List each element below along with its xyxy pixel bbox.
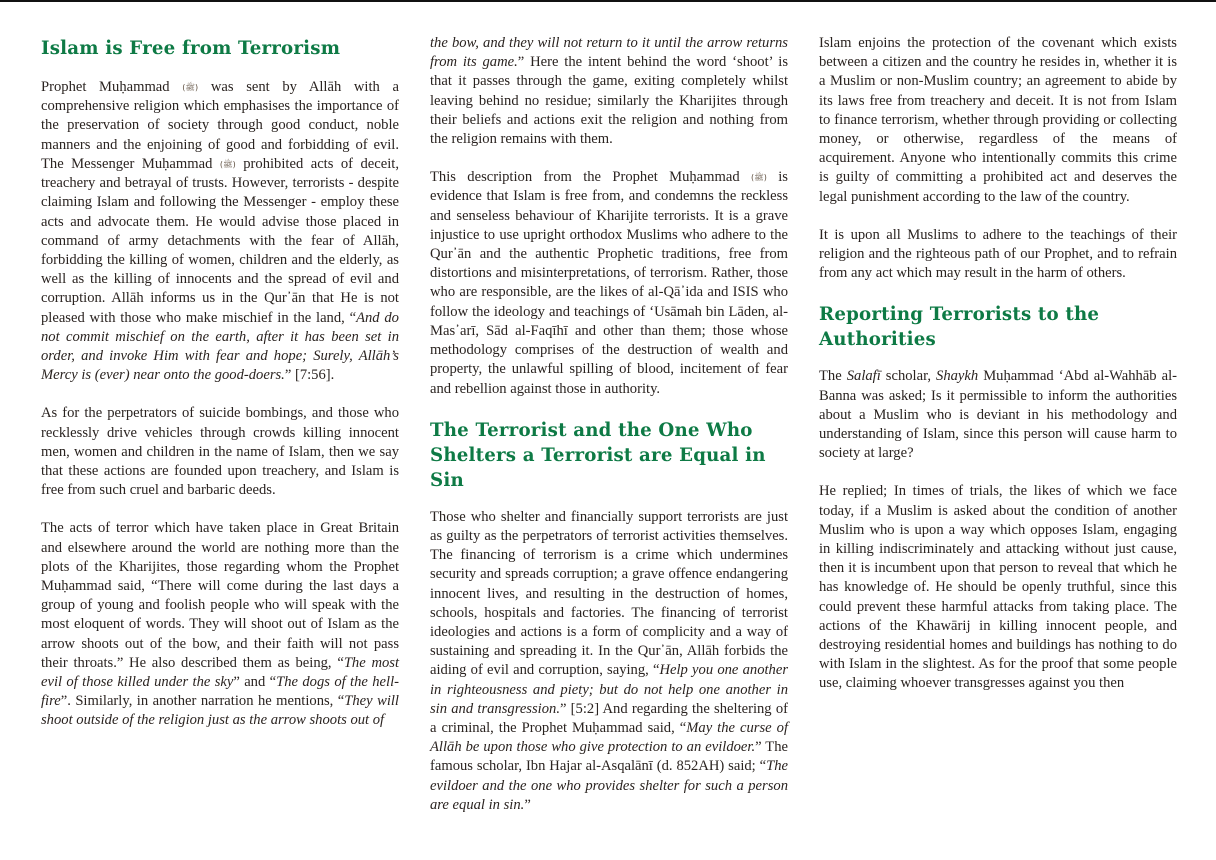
column-1 [41, 34, 399, 750]
paragraph: The acts of terror which have taken place in Great Britain and elsewhere around the world are nothing more than the plots of the Kharijites, those regarding whom the Prophet Muḥammad said, “There will come during the last days a group of young and foolish people who will speak with the most eloquent of words. They will shoot out of Islam as the arrow shoots out of the bow, and their faith will not pass their throats.” He also described them as being, “The most evil of those killed under the sky” and “The dogs of the hell-fire”. Similarly, in another narration he mentions, “They will shoot outside of the religion just as the arrow shoots out of [41, 520, 400, 729]
scholar-quote: The evildoer and the one who provides shelter for such a person are equal in sin. [430, 758, 788, 813]
paragraph: This description from the Prophet Muḥammad (ﷺ) is evidence that Islam is free from, and condemns the reckless and senseless behaviour of Kharijite terrorists. It is a grave injustice to use upright orthodox Muslims who adhere to the Qur᾽ān and the authentic Prophetic traditions, free from distortions and misinterpretations, of terrorism. Rather, those who are responsible, are the likes of al-Qā᾽ida and ISIS who follow the ideology and teachings of ‘Usāmah bin Lāden, al-Mas᾽arī, Sād al-Faqīhī and other than them; those whose methodology comprises of the destruction of wealth and property, the unlawful spilling of blood, incitement of fear and rebellion against those in authority. [430, 169, 788, 397]
column-2 [430, 34, 788, 834]
hadith-quote: The most evil of those killed under the sky [41, 654, 400, 690]
paragraph: The Salafī scholar, Shaykh Muḥammad ‘Abd al-Wahhāb al-Banna was asked; Is it permissible to inform the authorities about a Muslim who is deviant in his methodology and understanding of Islam, since this person will cause harm to society at large? [819, 368, 1177, 462]
hadith-quote: the bow, and they will not return to it until the arrow returns from its game. [430, 35, 788, 71]
column-3 [819, 34, 1177, 713]
salawat-honorific-icon: (ﷺ) [750, 173, 767, 183]
heading-reporting-terrorists: Reporting Terrorists to the Authorities [819, 304, 1100, 351]
paragraph: the bow, and they will not return to it until the arrow returns from its game.” Here the intent behind the word ‘shoot’ is that it passes through the game, exiting completely whilst leaving behind no residue; similarly the Kharijites through their beliefs and actions exit the religion and nothing from the religion remains with them. [430, 35, 788, 148]
hadith-quote: The dogs of the hell-fire [41, 673, 399, 710]
paragraph: Those who shelter and financially support terrorists are just as guilty as the perpetrators of terrorist activities themselves. The financing of terrorism is a crime which undermines security and spreads corruption; a grave offence endangering innocent lives, and resulting in the destruction of homes, schools, hospitals and factories. The financing of terrorist ideologies and actions is a form of complicity and a way of sustaining and spreading it. In the Qur᾽ān, Allāh forbids the aiding of evil and corruption, saying, “Help you one another in righteousness and piety; but do not help one another in sin and transgression.” [5:2] And regarding the sheltering of a criminal, the Prophet Muḥammad said, “May the curse of Allāh be upon those who give protection to an evildoer.” The famous scholar, Ibn Hajar al-Asqalānī (d. 852AH) said; “The evildoer and the one who provides shelter for such a person are equal in sin.” [430, 508, 789, 813]
hadith-quote: They will shoot outside of the religion just as the arrow shoots out of [41, 693, 399, 729]
paragraph: As for the perpetrators of suicide bombings, and those who recklessly drive vehicles through crowds killing innocent men, women and children in the name of Islam, then we say that these actions are founded upon treachery, and Islam is free from such cruel and barbaric deeds. [41, 405, 399, 499]
quran-quote: Help you one another in righteousness and piety; but do not help one another in sin and transgression. [430, 662, 789, 717]
salawat-honorific-icon: (ﷺ) [219, 159, 236, 169]
heading-islam-free-from-terrorism: Islam is Free from Terrorism [41, 38, 341, 59]
paragraph: Prophet Muḥammad (ﷺ) was sent by Allāh with a comprehensive religion which emphasises the importance of the preservation of society through good conduct, noble manners and the enjoining of good and forbidding of evil. The Messenger Muḥammad (ﷺ) prohibited acts of deceit, treachery and betrayal of trusts. However, terrorists - despite claiming Islam and following the Messenger - employ these acts and advocate them. He would advise those placed in command of army detachments with the fear of Allāh, forbidding the killing of women, children and the elderly, as well as the killing of innocents and the spread of evil and corruption. Allāh informs us in the Qur᾽ān that He is not pleased with those who make mischief in the land, “And do not commit mischief on the earth, after it has been set in order, and invoke Him with fear and hope; Surely, Allāh’s Mercy is (ever) near onto the good-doers.” [7:56]. [41, 79, 399, 384]
heading-terrorist-and-shelterer-equal: The Terrorist and the One Who Shelters a Terrorist are Equal in Sin [430, 419, 766, 491]
paragraph: It is upon all Muslims to adhere to the teachings of their religion and the righteous path of our Prophet, and to refrain from any act which may result in the harm of others. [819, 226, 1177, 282]
top-border-rule [0, 0, 1216, 2]
salawat-honorific-icon: (ﷺ) [182, 83, 199, 93]
paragraph: He replied; In times of trials, the likes of which we face today, if a Muslim is asked about the condition of another Muslim who is upon a way which opposes Islam, engaging in killing indiscriminately and attacking without just cause, then it is incumbent upon that person to reveal that which he has knowledge of. He should be openly truthful, since this could prevent these harmful attacks from taking place. The actions of the Khawārij in killing innocent people, and destroying residential homes and buildings has nothing to do with Islam in the slightest. As for the proof that some people use, claiming whoever transgresses against you then [819, 483, 1177, 692]
paragraph: Islam enjoins the protection of the covenant which exists between a citizen and the country he resides in, whether it is a Muslim or non-Muslim country; an agreement to abide by its laws free from treachery and deceit. It is not from Islam to finance terrorism, whether through providing or collecting money, or otherwise, regardless of the means of acquirement. Anyone who intentionally commits this crime is guilty of committing a prohibited act and deserves the legal punishment according to the law of the country. [819, 35, 1177, 205]
hadith-quote: May the curse of Allāh be upon those who give protection to an evildoer. [430, 719, 789, 756]
quran-quote: And do not commit mischief on the earth, after it has been set in order, and invoke Him with fear and hope; Surely, Allāh’s Mercy is (ever) near onto the good-doers. [41, 309, 399, 384]
